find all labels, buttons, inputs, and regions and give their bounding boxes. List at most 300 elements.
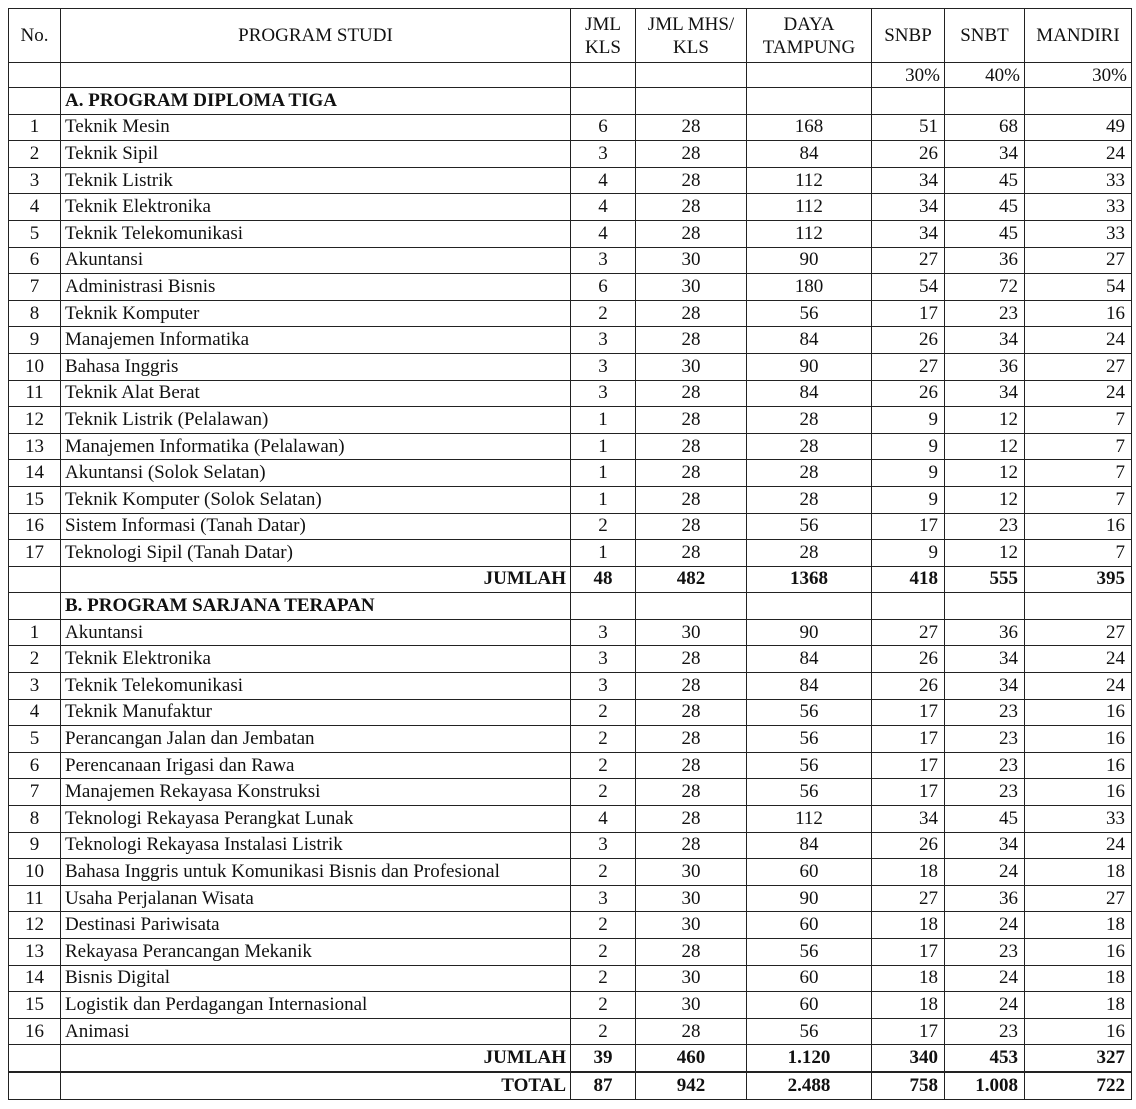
- subtotal-snbt: 555: [945, 566, 1025, 593]
- program-name: Teknik Telekomunikasi: [61, 673, 571, 700]
- jml-mhs-value: 30: [636, 965, 747, 992]
- mandiri-value: 24: [1025, 141, 1132, 168]
- mandiri-value: 18: [1025, 912, 1132, 939]
- table-row: [9, 247, 1132, 274]
- mandiri-value: 33: [1025, 167, 1132, 194]
- row-number: 2: [9, 646, 61, 673]
- snbp-value: 17: [872, 300, 945, 327]
- percent-row: [9, 63, 1132, 88]
- snbt-value: 24: [945, 965, 1025, 992]
- program-name: Manajemen Informatika (Pelalawan): [61, 433, 571, 460]
- jml-mhs-value: 28: [636, 1018, 747, 1045]
- table-row: [9, 965, 1132, 992]
- mandiri-value: 18: [1025, 859, 1132, 886]
- snbp-value: 17: [872, 726, 945, 753]
- jml-mhs-value: 28: [636, 832, 747, 859]
- subtotal-snbt: 453: [945, 1045, 1025, 1072]
- jml-mhs-value: 30: [636, 992, 747, 1019]
- jml-mhs-value: 28: [636, 726, 747, 753]
- daya-tampung-value: 112: [747, 806, 872, 833]
- snbt-value: 36: [945, 885, 1025, 912]
- grand-total-daya: 2.488: [747, 1072, 872, 1099]
- snbt-value: 36: [945, 619, 1025, 646]
- program-name: Teknik Sipil: [61, 141, 571, 168]
- table-row: [9, 726, 1132, 753]
- jml-kls-value: 3: [571, 832, 636, 859]
- jml-mhs-value: 28: [636, 752, 747, 779]
- daya-tampung-value: 56: [747, 779, 872, 806]
- snbp-value: 9: [872, 540, 945, 567]
- snbp-value: 27: [872, 885, 945, 912]
- daya-tampung-value: 168: [747, 114, 872, 141]
- snbt-value: 34: [945, 832, 1025, 859]
- table-row: [9, 673, 1132, 700]
- mandiri-value: 7: [1025, 433, 1132, 460]
- table-row: [9, 513, 1132, 540]
- subtotal-daya: 1.120: [747, 1045, 872, 1072]
- daya-tampung-value: 56: [747, 1018, 872, 1045]
- subtotal-blank-no: [9, 1045, 61, 1072]
- daya-tampung-value: 60: [747, 912, 872, 939]
- jml-mhs-value: 30: [636, 885, 747, 912]
- section-title: B. PROGRAM SARJANA TERAPAN: [61, 593, 571, 620]
- jml-kls-value: 2: [571, 752, 636, 779]
- mandiri-value: 7: [1025, 540, 1132, 567]
- jml-mhs-value: 28: [636, 167, 747, 194]
- daya-tampung-value: 90: [747, 885, 872, 912]
- jml-kls-value: 4: [571, 806, 636, 833]
- row-number: 12: [9, 912, 61, 939]
- jml-kls-value: 3: [571, 646, 636, 673]
- jml-mhs-value: 28: [636, 194, 747, 221]
- mandiri-value: 27: [1025, 885, 1132, 912]
- snbp-value: 17: [872, 699, 945, 726]
- program-name: Teknik Mesin: [61, 114, 571, 141]
- table-row: [9, 752, 1132, 779]
- section-header-row: [9, 593, 1132, 620]
- subtotal-label: JUMLAH: [61, 1045, 571, 1072]
- program-name: Perancangan Jalan dan Jembatan: [61, 726, 571, 753]
- percent-blank-no: [9, 63, 61, 88]
- program-name: Usaha Perjalanan Wisata: [61, 885, 571, 912]
- jml-mhs-value: 28: [636, 646, 747, 673]
- snbt-value: 23: [945, 513, 1025, 540]
- jml-kls-value: 2: [571, 726, 636, 753]
- jml-kls-value: 2: [571, 513, 636, 540]
- program-name: Akuntansi (Solok Selatan): [61, 460, 571, 487]
- jml-mhs-value: 30: [636, 859, 747, 886]
- row-number: 14: [9, 965, 61, 992]
- section-blank-cell: [571, 88, 636, 115]
- table-row: [9, 407, 1132, 434]
- jml-kls-value: 3: [571, 353, 636, 380]
- section-blank-cell: [636, 593, 747, 620]
- percent-snbt: 40%: [945, 63, 1025, 88]
- program-name: Teknik Listrik: [61, 167, 571, 194]
- daya-tampung-value: 112: [747, 220, 872, 247]
- row-number: 10: [9, 353, 61, 380]
- daya-tampung-value: 84: [747, 673, 872, 700]
- daya-tampung-value: 180: [747, 274, 872, 301]
- row-number: 11: [9, 380, 61, 407]
- jml-mhs-value: 30: [636, 619, 747, 646]
- header-jml-kls-line2: KLS: [585, 36, 621, 58]
- daya-tampung-value: 112: [747, 167, 872, 194]
- snbp-value: 26: [872, 646, 945, 673]
- jml-kls-value: 3: [571, 327, 636, 354]
- row-number: 1: [9, 619, 61, 646]
- snbp-value: 26: [872, 380, 945, 407]
- jml-kls-value: 4: [571, 194, 636, 221]
- section-blank-no: [9, 593, 61, 620]
- snbp-value: 34: [872, 167, 945, 194]
- row-number: 1: [9, 114, 61, 141]
- jml-mhs-value: 30: [636, 247, 747, 274]
- table-row: [9, 194, 1132, 221]
- table-row: [9, 274, 1132, 301]
- jml-kls-value: 2: [571, 699, 636, 726]
- snbt-value: 12: [945, 486, 1025, 513]
- row-number: 5: [9, 220, 61, 247]
- percent-mandiri: 30%: [1025, 63, 1132, 88]
- row-number: 16: [9, 513, 61, 540]
- program-name: Teknik Komputer: [61, 300, 571, 327]
- section-blank-no: [9, 88, 61, 115]
- subtotal-mhs: 482: [636, 566, 747, 593]
- grand-total-mandiri: 722: [1025, 1072, 1132, 1099]
- row-number: 9: [9, 327, 61, 354]
- jml-kls-value: 3: [571, 673, 636, 700]
- daya-tampung-value: 84: [747, 646, 872, 673]
- snbp-value: 51: [872, 114, 945, 141]
- snbp-value: 34: [872, 806, 945, 833]
- subtotal-kls: 48: [571, 566, 636, 593]
- mandiri-value: 16: [1025, 752, 1132, 779]
- program-name: Teknologi Rekayasa Instalasi Listrik: [61, 832, 571, 859]
- table-row: [9, 859, 1132, 886]
- row-number: 17: [9, 540, 61, 567]
- snbt-value: 23: [945, 300, 1025, 327]
- section-blank-cell: [945, 88, 1025, 115]
- program-name: Akuntansi: [61, 619, 571, 646]
- grand-total-snbt: 1.008: [945, 1072, 1025, 1099]
- daya-tampung-value: 28: [747, 540, 872, 567]
- jml-mhs-value: 30: [636, 353, 747, 380]
- snbp-value: 17: [872, 752, 945, 779]
- subtotal-daya: 1368: [747, 566, 872, 593]
- jml-kls-value: 2: [571, 1018, 636, 1045]
- row-number: 9: [9, 832, 61, 859]
- jml-kls-value: 3: [571, 885, 636, 912]
- table-row: [9, 779, 1132, 806]
- subtotal-row: [9, 566, 1132, 593]
- snbp-value: 26: [872, 673, 945, 700]
- header-daya: [747, 9, 872, 63]
- snbt-value: 45: [945, 220, 1025, 247]
- row-number: 6: [9, 247, 61, 274]
- row-number: 6: [9, 752, 61, 779]
- daya-tampung-value: 60: [747, 965, 872, 992]
- header-mandiri: MANDIRI: [1025, 9, 1132, 63]
- daya-tampung-value: 90: [747, 353, 872, 380]
- jml-kls-value: 2: [571, 992, 636, 1019]
- daya-tampung-value: 28: [747, 486, 872, 513]
- program-name: Bahasa Inggris untuk Komunikasi Bisnis dan Profesional: [61, 859, 571, 886]
- daya-tampung-value: 84: [747, 380, 872, 407]
- mandiri-value: 24: [1025, 646, 1132, 673]
- row-number: 11: [9, 885, 61, 912]
- jml-mhs-value: 28: [636, 114, 747, 141]
- snbp-value: 27: [872, 247, 945, 274]
- snbt-value: 34: [945, 141, 1025, 168]
- table-row: [9, 832, 1132, 859]
- jml-mhs-value: 28: [636, 327, 747, 354]
- jml-mhs-value: 28: [636, 141, 747, 168]
- table-row: [9, 114, 1132, 141]
- snbt-value: 12: [945, 540, 1025, 567]
- table-row: [9, 912, 1132, 939]
- percent-blank-daya: [747, 63, 872, 88]
- mandiri-value: 24: [1025, 832, 1132, 859]
- jml-mhs-value: 28: [636, 433, 747, 460]
- mandiri-value: 18: [1025, 992, 1132, 1019]
- snbp-value: 17: [872, 939, 945, 966]
- subtotal-blank-no: [9, 566, 61, 593]
- subtotal-snbp: 340: [872, 1045, 945, 1072]
- header-snbt: SNBT: [945, 9, 1025, 63]
- mandiri-value: 33: [1025, 806, 1132, 833]
- mandiri-value: 24: [1025, 380, 1132, 407]
- jml-mhs-value: 28: [636, 779, 747, 806]
- daya-tampung-value: 56: [747, 513, 872, 540]
- daya-tampung-value: 28: [747, 407, 872, 434]
- snbt-value: 72: [945, 274, 1025, 301]
- grand-total-label: TOTAL: [61, 1072, 571, 1099]
- program-name: Teknik Elektronika: [61, 194, 571, 221]
- table-row: [9, 353, 1132, 380]
- snbt-value: 34: [945, 380, 1025, 407]
- daya-tampung-value: 90: [747, 619, 872, 646]
- snbt-value: 45: [945, 806, 1025, 833]
- snbp-value: 17: [872, 513, 945, 540]
- daya-tampung-value: 56: [747, 726, 872, 753]
- jml-kls-value: 6: [571, 114, 636, 141]
- row-number: 8: [9, 806, 61, 833]
- mandiri-value: 33: [1025, 194, 1132, 221]
- table-row: [9, 699, 1132, 726]
- daya-tampung-value: 84: [747, 327, 872, 354]
- subtotal-kls: 39: [571, 1045, 636, 1072]
- subtotal-mandiri: 327: [1025, 1045, 1132, 1072]
- table-row: [9, 992, 1132, 1019]
- header-program: PROGRAM STUDI: [61, 9, 571, 63]
- program-name: Teknik Alat Berat: [61, 380, 571, 407]
- header-daya-line2: TAMPUNG: [762, 36, 856, 58]
- subtotal-mhs: 460: [636, 1045, 747, 1072]
- mandiri-value: 27: [1025, 353, 1132, 380]
- snbt-value: 45: [945, 194, 1025, 221]
- mandiri-value: 27: [1025, 247, 1132, 274]
- header-jml-kls: [571, 9, 636, 63]
- snbp-value: 18: [872, 912, 945, 939]
- snbp-value: 34: [872, 194, 945, 221]
- daya-tampung-value: 60: [747, 859, 872, 886]
- daya-tampung-value: 84: [747, 141, 872, 168]
- mandiri-value: 16: [1025, 300, 1132, 327]
- jml-kls-value: 1: [571, 540, 636, 567]
- program-name: Logistik dan Perdagangan Internasional: [61, 992, 571, 1019]
- snbp-value: 34: [872, 220, 945, 247]
- mandiri-value: 33: [1025, 220, 1132, 247]
- snbt-value: 36: [945, 353, 1025, 380]
- program-name: Teknik Komputer (Solok Selatan): [61, 486, 571, 513]
- table-row: [9, 433, 1132, 460]
- snbp-value: 54: [872, 274, 945, 301]
- section-blank-cell: [747, 593, 872, 620]
- row-number: 7: [9, 274, 61, 301]
- percent-blank-kls: [571, 63, 636, 88]
- row-number: 4: [9, 699, 61, 726]
- percent-snbp: 30%: [872, 63, 945, 88]
- table-row: [9, 300, 1132, 327]
- jml-kls-value: 3: [571, 619, 636, 646]
- snbp-value: 18: [872, 859, 945, 886]
- snbp-value: 17: [872, 779, 945, 806]
- table-row: [9, 540, 1132, 567]
- jml-kls-value: 6: [571, 274, 636, 301]
- header-jml-kls-line1: JML: [585, 13, 621, 35]
- table-row: [9, 619, 1132, 646]
- snbp-value: 9: [872, 486, 945, 513]
- row-number: 14: [9, 460, 61, 487]
- jml-mhs-value: 28: [636, 540, 747, 567]
- table-row: [9, 460, 1132, 487]
- program-name: Teknik Manufaktur: [61, 699, 571, 726]
- snbp-value: 17: [872, 1018, 945, 1045]
- jml-kls-value: 4: [571, 220, 636, 247]
- snbt-value: 24: [945, 992, 1025, 1019]
- jml-kls-value: 3: [571, 380, 636, 407]
- percent-blank-mhs: [636, 63, 747, 88]
- jml-mhs-value: 28: [636, 673, 747, 700]
- header-row: [9, 9, 1132, 63]
- jml-mhs-value: 28: [636, 460, 747, 487]
- jml-kls-value: 4: [571, 167, 636, 194]
- snbp-value: 9: [872, 407, 945, 434]
- snbp-value: 18: [872, 992, 945, 1019]
- program-name: Perencanaan Irigasi dan Rawa: [61, 752, 571, 779]
- header-snbp: SNBP: [872, 9, 945, 63]
- section-blank-cell: [636, 88, 747, 115]
- jml-kls-value: 1: [571, 433, 636, 460]
- daya-tampung-value: 28: [747, 460, 872, 487]
- section-blank-cell: [872, 593, 945, 620]
- jml-kls-value: 3: [571, 141, 636, 168]
- row-number: 15: [9, 486, 61, 513]
- snbt-value: 12: [945, 433, 1025, 460]
- jml-mhs-value: 28: [636, 380, 747, 407]
- daya-tampung-value: 60: [747, 992, 872, 1019]
- snbt-value: 23: [945, 699, 1025, 726]
- snbt-value: 68: [945, 114, 1025, 141]
- jml-mhs-value: 28: [636, 486, 747, 513]
- program-name: Teknologi Rekayasa Perangkat Lunak: [61, 806, 571, 833]
- snbt-value: 34: [945, 327, 1025, 354]
- snbp-value: 27: [872, 619, 945, 646]
- snbt-value: 23: [945, 939, 1025, 966]
- program-name: Bahasa Inggris: [61, 353, 571, 380]
- row-number: 16: [9, 1018, 61, 1045]
- daya-tampung-value: 84: [747, 832, 872, 859]
- program-name: Teknologi Sipil (Tanah Datar): [61, 540, 571, 567]
- mandiri-value: 16: [1025, 699, 1132, 726]
- program-name: Destinasi Pariwisata: [61, 912, 571, 939]
- daya-tampung-value: 56: [747, 939, 872, 966]
- table-row: [9, 167, 1132, 194]
- program-name: Manajemen Rekayasa Konstruksi: [61, 779, 571, 806]
- row-number: 3: [9, 167, 61, 194]
- mandiri-value: 16: [1025, 779, 1132, 806]
- mandiri-value: 18: [1025, 965, 1132, 992]
- row-number: 2: [9, 141, 61, 168]
- daya-tampung-value: 56: [747, 752, 872, 779]
- grand-total-row: [9, 1072, 1132, 1099]
- subtotal-label: JUMLAH: [61, 566, 571, 593]
- table-row: [9, 141, 1132, 168]
- section-blank-cell: [571, 593, 636, 620]
- section-blank-cell: [872, 88, 945, 115]
- program-name: Akuntansi: [61, 247, 571, 274]
- jml-mhs-value: 28: [636, 699, 747, 726]
- table-row: [9, 486, 1132, 513]
- daya-tampung-value: 56: [747, 699, 872, 726]
- table-row: [9, 327, 1132, 354]
- section-title: A. PROGRAM DIPLOMA TIGA: [61, 88, 571, 115]
- jml-kls-value: 2: [571, 965, 636, 992]
- jml-kls-value: 1: [571, 460, 636, 487]
- daya-tampung-value: 112: [747, 194, 872, 221]
- grand-total-blank-no: [9, 1072, 61, 1099]
- header-daya-line1: DAYA: [783, 13, 835, 35]
- snbt-value: 24: [945, 912, 1025, 939]
- grand-total-mhs: 942: [636, 1072, 747, 1099]
- mandiri-value: 24: [1025, 327, 1132, 354]
- table-row: [9, 1018, 1132, 1045]
- mandiri-value: 16: [1025, 939, 1132, 966]
- percent-blank-program: [61, 63, 571, 88]
- mandiri-value: 16: [1025, 1018, 1132, 1045]
- daya-tampung-value: 56: [747, 300, 872, 327]
- snbp-value: 26: [872, 327, 945, 354]
- snbt-value: 24: [945, 859, 1025, 886]
- table-row: [9, 380, 1132, 407]
- grand-total-kls: 87: [571, 1072, 636, 1099]
- jml-mhs-value: 28: [636, 407, 747, 434]
- mandiri-value: 54: [1025, 274, 1132, 301]
- program-name: Manajemen Informatika: [61, 327, 571, 354]
- daya-tampung-value: 90: [747, 247, 872, 274]
- mandiri-value: 24: [1025, 673, 1132, 700]
- snbt-value: 23: [945, 726, 1025, 753]
- row-number: 12: [9, 407, 61, 434]
- program-name: Administrasi Bisnis: [61, 274, 571, 301]
- row-number: 7: [9, 779, 61, 806]
- row-number: 4: [9, 194, 61, 221]
- table-row: [9, 646, 1132, 673]
- snbt-value: 12: [945, 407, 1025, 434]
- row-number: 13: [9, 433, 61, 460]
- row-number: 15: [9, 992, 61, 1019]
